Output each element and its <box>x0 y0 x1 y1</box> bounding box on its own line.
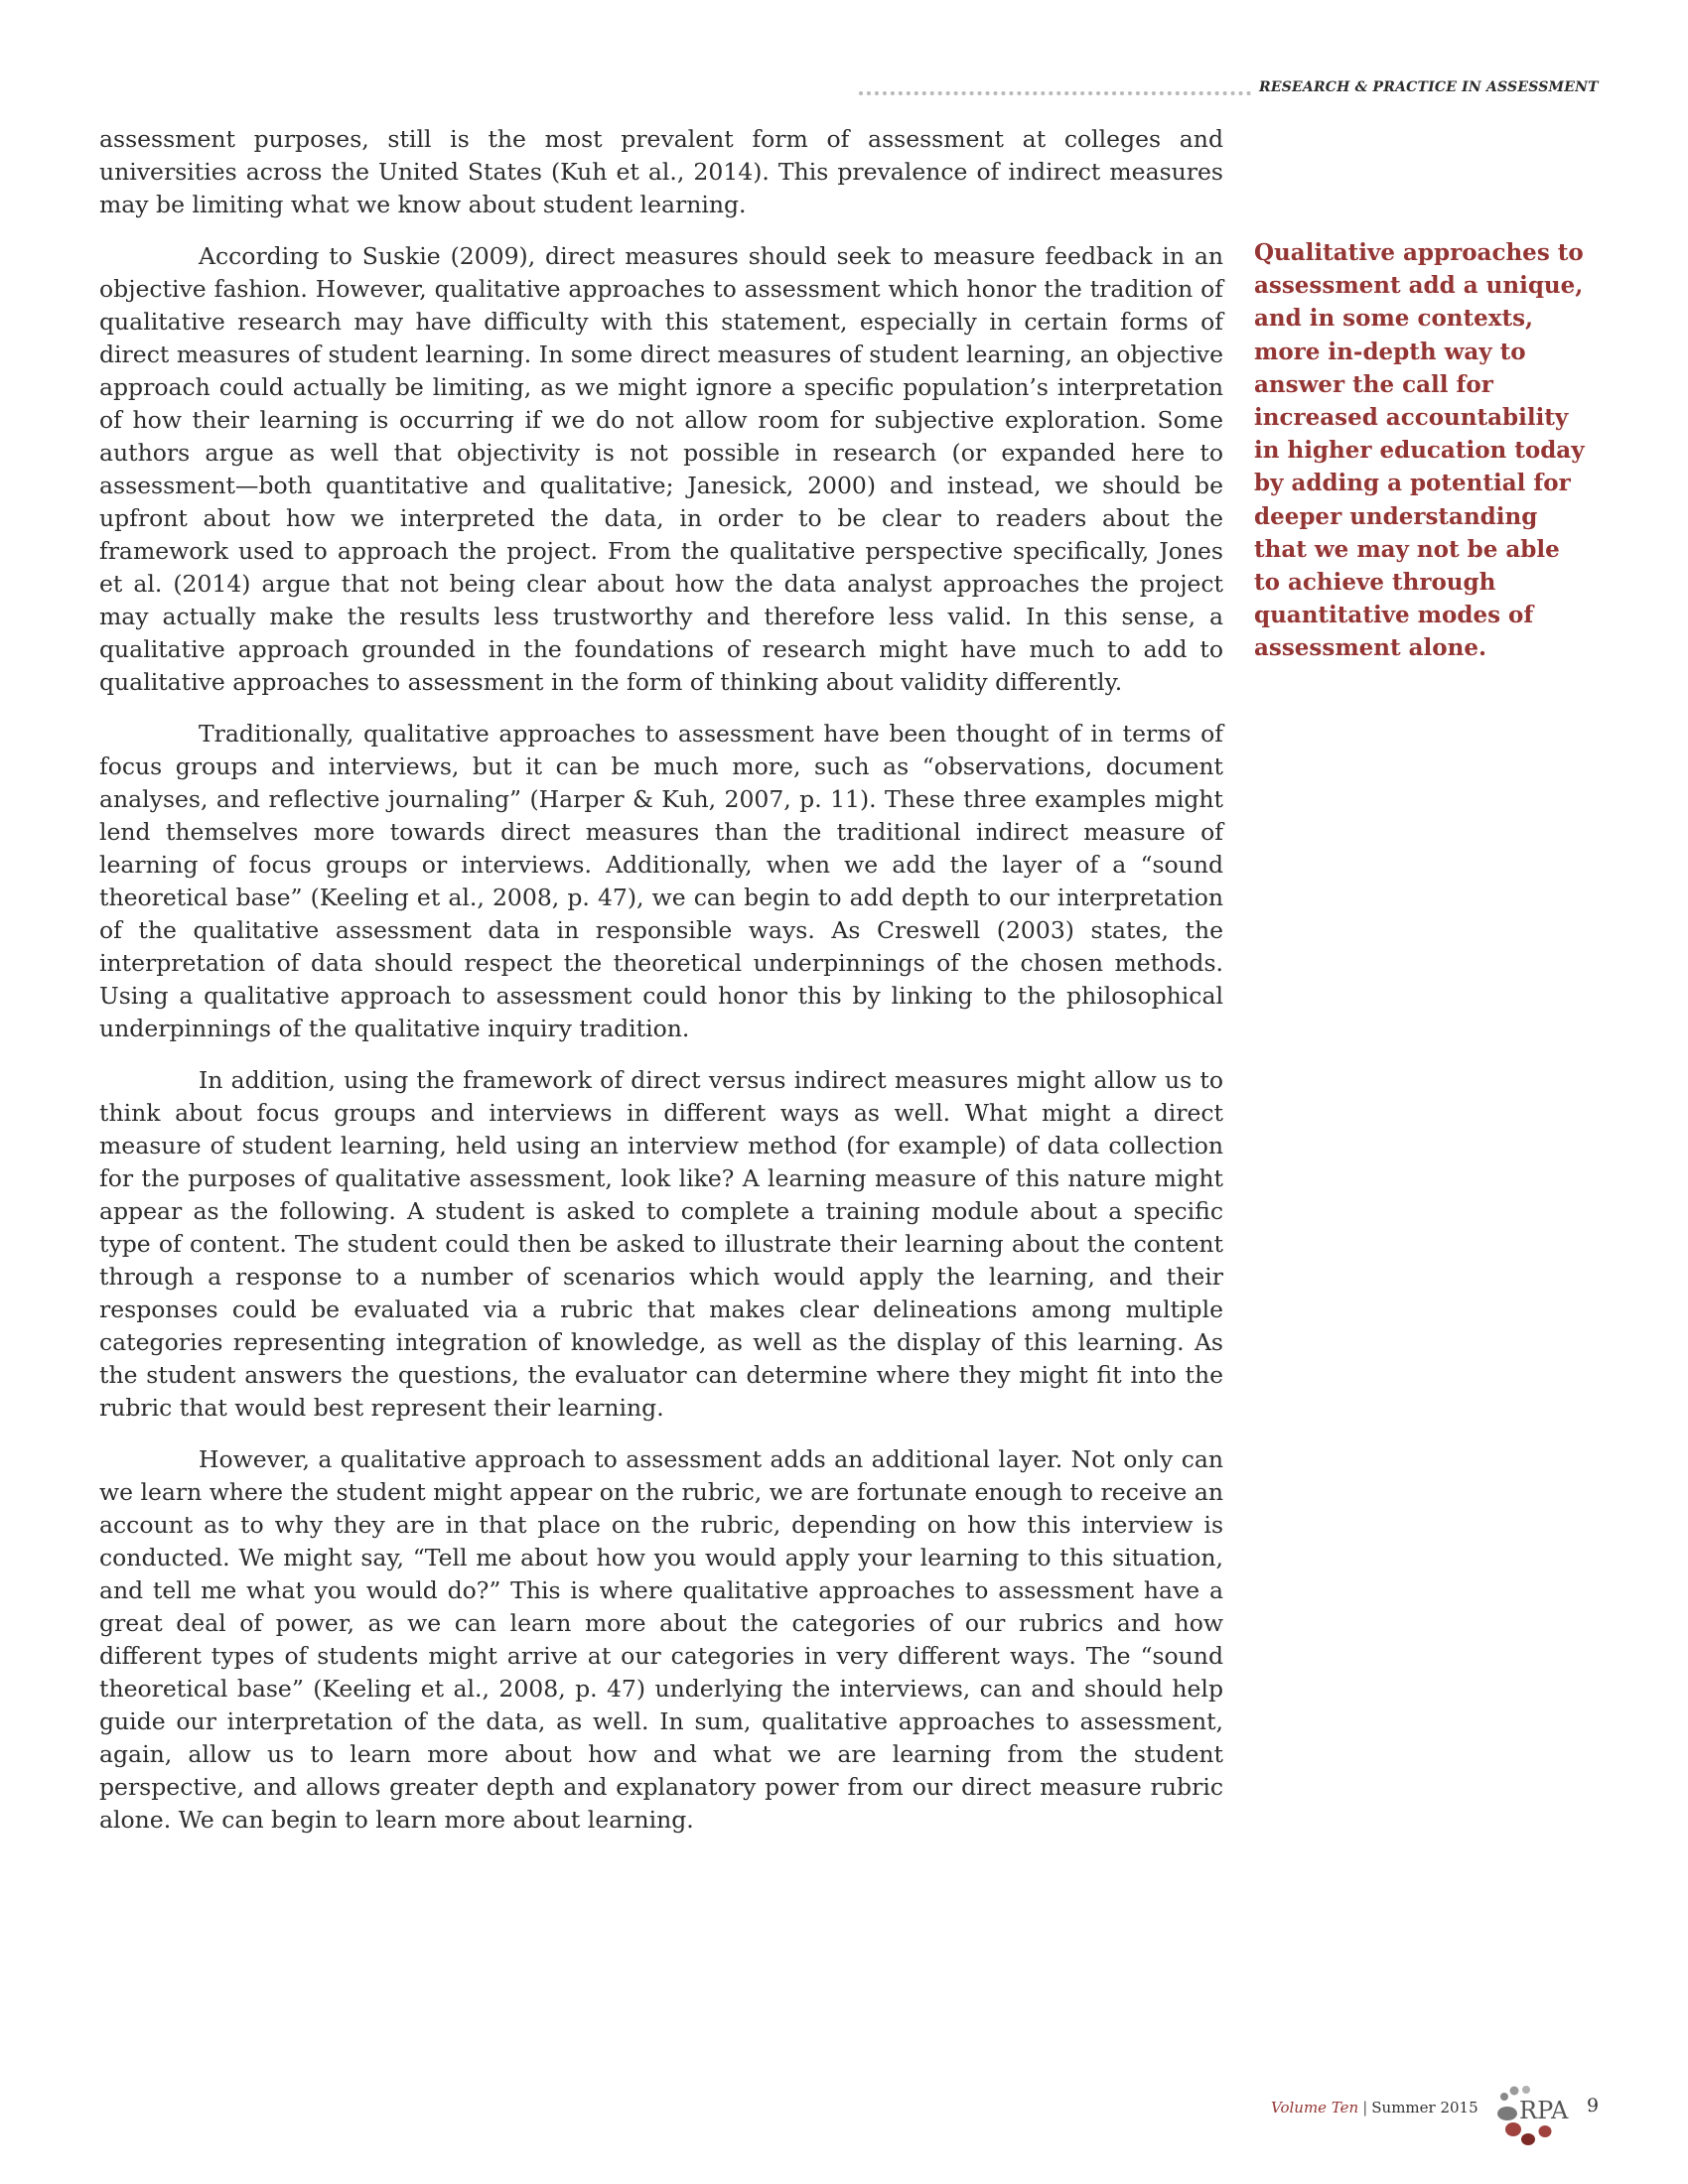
footer-issue-line <box>1271 2099 1478 2116</box>
paragraph-in-addition: In addition, using the framework of direct versus indirect measures might allow us to think about focus groups and interviews in different ways as well. What might a direct measure of student learning, held using an interview method (for example) of data collection for the purposes of qualitative assessment, look like? A learning measure of this nature might appear as the following. A student is asked to complete a training module about a specific type of content. The student could then be asked to illustrate their learning about the content through a response to a number of scenarios which would apply the learning, and their responses could be evaluated via a rubric that makes clear delineations among multiple categories representing integration of knowledge, as well as the display of this learning. As the student answers the questions, the evaluator can determine where they might fit into the rubric that would best represent their learning. <box>99 1066 1223 1422</box>
article-body <box>99 123 1223 1855</box>
pull-quote: Qualitative approaches to assessment add a unique, and in some contexts, more in-depth way to answer the call for increased accountability in higher education today by adding a potential for deeper understanding that we may not be able to achieve through quantitative modes of assessment alone. <box>1254 239 1585 662</box>
page-number: 9 <box>1587 2095 1600 2116</box>
paragraph-however: However, a qualitative approach to assessment adds an additional layer. Not only can we learn where the student might appear on the rubric, we are fortunate enough to receive an account as to why they are in that place on the rubric, depending on how this interview is conducted. We might say, “Tell me about how you would apply your learning to this situation, and tell me what you would do?” This is where qualitative approaches to assessment have a great deal of power, as we can learn more about the categories of our rubrics and how different types of students might arrive at our categories in very different ways. The “sound theoretical base” (Keeling et al., 2008, p. 47) underlying the interviews, can and should help guide our interpretation of the data, as well. In sum, qualitative approaches to assessment, again, allow us to learn more about how and what we are learning from the student perspective, and allows greater depth and explanatory power from our direct measure rubric alone. We can begin to learn more about learning. <box>99 1445 1224 1834</box>
paragraph-suskie: According to Suskie (2009), direct measures should seek to measure feedback in an objective fashion. However, qualitative approaches to assessment which honor the tradition of qualitative research may have difficulty with this statement, especially in certain forms of direct measures of student learning. In some direct measures of student learning, an objective approach could actually be limiting, as we might ignore a specific population’s interpretation of how their learning is occurring if we do not allow room for subjective exploration. Some authors argue as well that objectivity is not possible in research (or expanded here to assessment—both quantitative and qualitative; Janesick, 2000) and instead, we should be upfront about how we interpreted the data, in order to be clear to readers about the framework used to approach the project. From the qualitative perspective specifically, Jones et al. (2014) argue that not being clear about how the data analyst approaches the project may actually make the results less trustworthy and therefore less valid. In this sense, a qualitative approach grounded in the foundations of research might have much to add to qualitative approaches to assessment in the form of thinking about validity differently. <box>99 242 1223 696</box>
header-dotted-rule <box>859 91 1251 95</box>
rpa-logo-icon <box>1492 2085 1572 2146</box>
footer-issue: Summer 2015 <box>1371 2099 1478 2116</box>
running-head: RESEARCH & PRACTICE IN ASSESSMENT <box>1259 79 1599 95</box>
footer-volume: Volume Ten <box>1271 2099 1359 2116</box>
rpa-logo-text: RPA <box>1519 2097 1569 2124</box>
paragraph-traditionally: Traditionally, qualitative approaches to assessment have been thought of in terms of focus groups and interviews, but it can be much more, such as “observations, document analyses, and reflective journaling” (Harper & Kuh, 2007, p. 11). These three examples might lend themselves more towards direct measures than the traditional indirect measure of learning of focus groups or interviews. Additionally, when we add the layer of a “sound theoretical base” (Keeling et al., 2008, p. 47), we can begin to add depth to our interpretation of the qualitative assessment data in responsible ways. As Creswell (2003) states, the interpretation of data should respect the theoretical underpinnings of the chosen methods. Using a qualitative approach to assessment could honor this by linking to the philosophical underpinnings of the qualitative inquiry tradition. <box>99 720 1223 1042</box>
footer-separator: | <box>1362 2099 1368 2116</box>
paragraph-continued: assessment purposes, still is the most prevalent form of assessment at colleges and universities across the United States (Kuh et al., 2014). This prevalence of indirect measures may be limiting what we know about student learning. <box>99 125 1223 218</box>
page-footer <box>1271 2085 1614 2144</box>
